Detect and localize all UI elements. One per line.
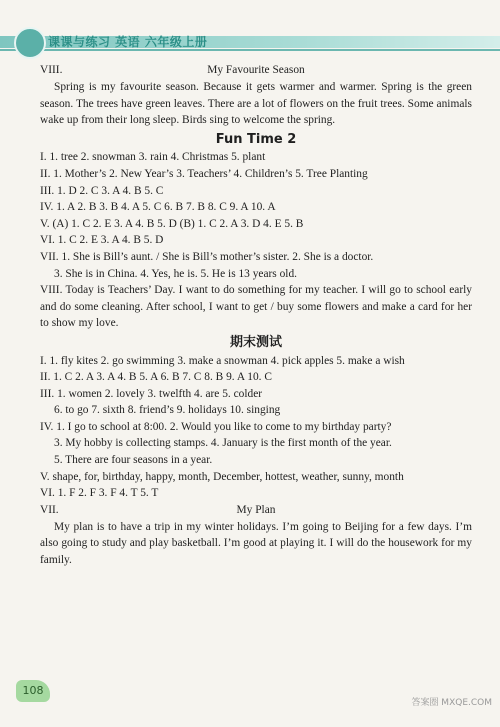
answer-paragraph: VIII. Today is Teachers’ Day. I want to do something for my teacher. I will go to school early and do some cleaning. After school, I want to get / buy some flowers and make a card for her to show my love.: [40, 284, 472, 330]
answer-line: 5. There are four seasons in a year.: [54, 454, 213, 467]
essay-title: My Plan: [236, 503, 276, 516]
book-logo-icon: [14, 27, 46, 59]
answer-line: III. 1. women 2. lovely 3. twelfth 4. are 5. colder: [40, 387, 263, 400]
answer-line: III. 1. D 2. C 3. A 4. B 5. C: [40, 184, 164, 197]
answer-line: I. 1. fly kites 2. go swimming 3. make a snowman 4. pick apples 5. make a wish: [40, 354, 405, 367]
answer-line: VI. 1. F 2. F 3. F 4. T 5. T: [40, 487, 159, 500]
answer-line: II. 1. Mother’s 2. New Year’s 3. Teachers’ 4. Children’s 5. Tree Planting: [40, 167, 368, 180]
answer-line: II. 1. C 2. A 3. A 4. B 5. A 6. B 7. C 8. B 9. A 10. C: [40, 371, 272, 384]
page-header: [0, 0, 500, 60]
answer-line: 3. My hobby is collecting stamps. 4. January is the first month of the year.: [54, 437, 392, 450]
answer-line: VII. 1. She is Bill’s aunt. / She is Bill’s mother’s sister. 2. She is a doctor.: [40, 250, 374, 263]
answer-paragraph: Spring is my favourite season. Because it gets warmer and warmer. Spring is the green season. The trees have green leaves. There are a lot of flowers on the fruit trees. Some animals wake up from their long sleep. Birds sing to welcome the spring.: [40, 81, 472, 127]
page-number: 108: [16, 680, 50, 702]
section-number: VIII.: [40, 64, 63, 76]
section-title-row: [40, 62, 472, 79]
header-title: 课课与练习 英语 六年级上册: [48, 35, 208, 49]
section-heading: 期末测试: [229, 334, 282, 350]
section-number: VII.: [40, 503, 59, 516]
section-heading: Fun Time 2: [215, 131, 297, 147]
answer-line: 3. She is in China. 4. Yes, he is. 5. He is 13 years old.: [54, 267, 297, 280]
answer-line: IV. 1. A 2. B 3. B 4. A 5. C 6. B 7. B 8. C 9. A 10. A: [40, 201, 276, 214]
answer-line: 6. to go 7. sixth 8. friend’s 9. holidays 10. singing: [54, 404, 281, 417]
answer-line: V. shape, for, birthday, happy, month, December, hottest, weather, sunny, month: [40, 470, 404, 483]
answer-line: VI. 1. C 2. E 3. A 4. B 5. D: [40, 234, 164, 247]
answer-content: [40, 62, 472, 569]
answer-line: IV. 1. I go to school at 8:00. 2. Would you like to come to my birthday party?: [40, 420, 392, 433]
section-title-row: [40, 502, 472, 519]
answer-line: V. (A) 1. C 2. E 3. A 4. B 5. D (B) 1. C 2. A 3. D 4. E 5. B: [40, 217, 304, 230]
answer-line: I. 1. tree 2. snowman 3. rain 4. Christmas 5. plant: [40, 151, 266, 164]
essay-title: My Favourite Season: [207, 64, 305, 76]
answer-paragraph: My plan is to have a trip in my winter holidays. I’m going to Beijing for a few days. I’m also going to study and play basketball. I’m good at playing it. I will do the housework for my family.: [40, 520, 472, 567]
watermark: 答案圈 MXQE.COM: [411, 698, 492, 708]
